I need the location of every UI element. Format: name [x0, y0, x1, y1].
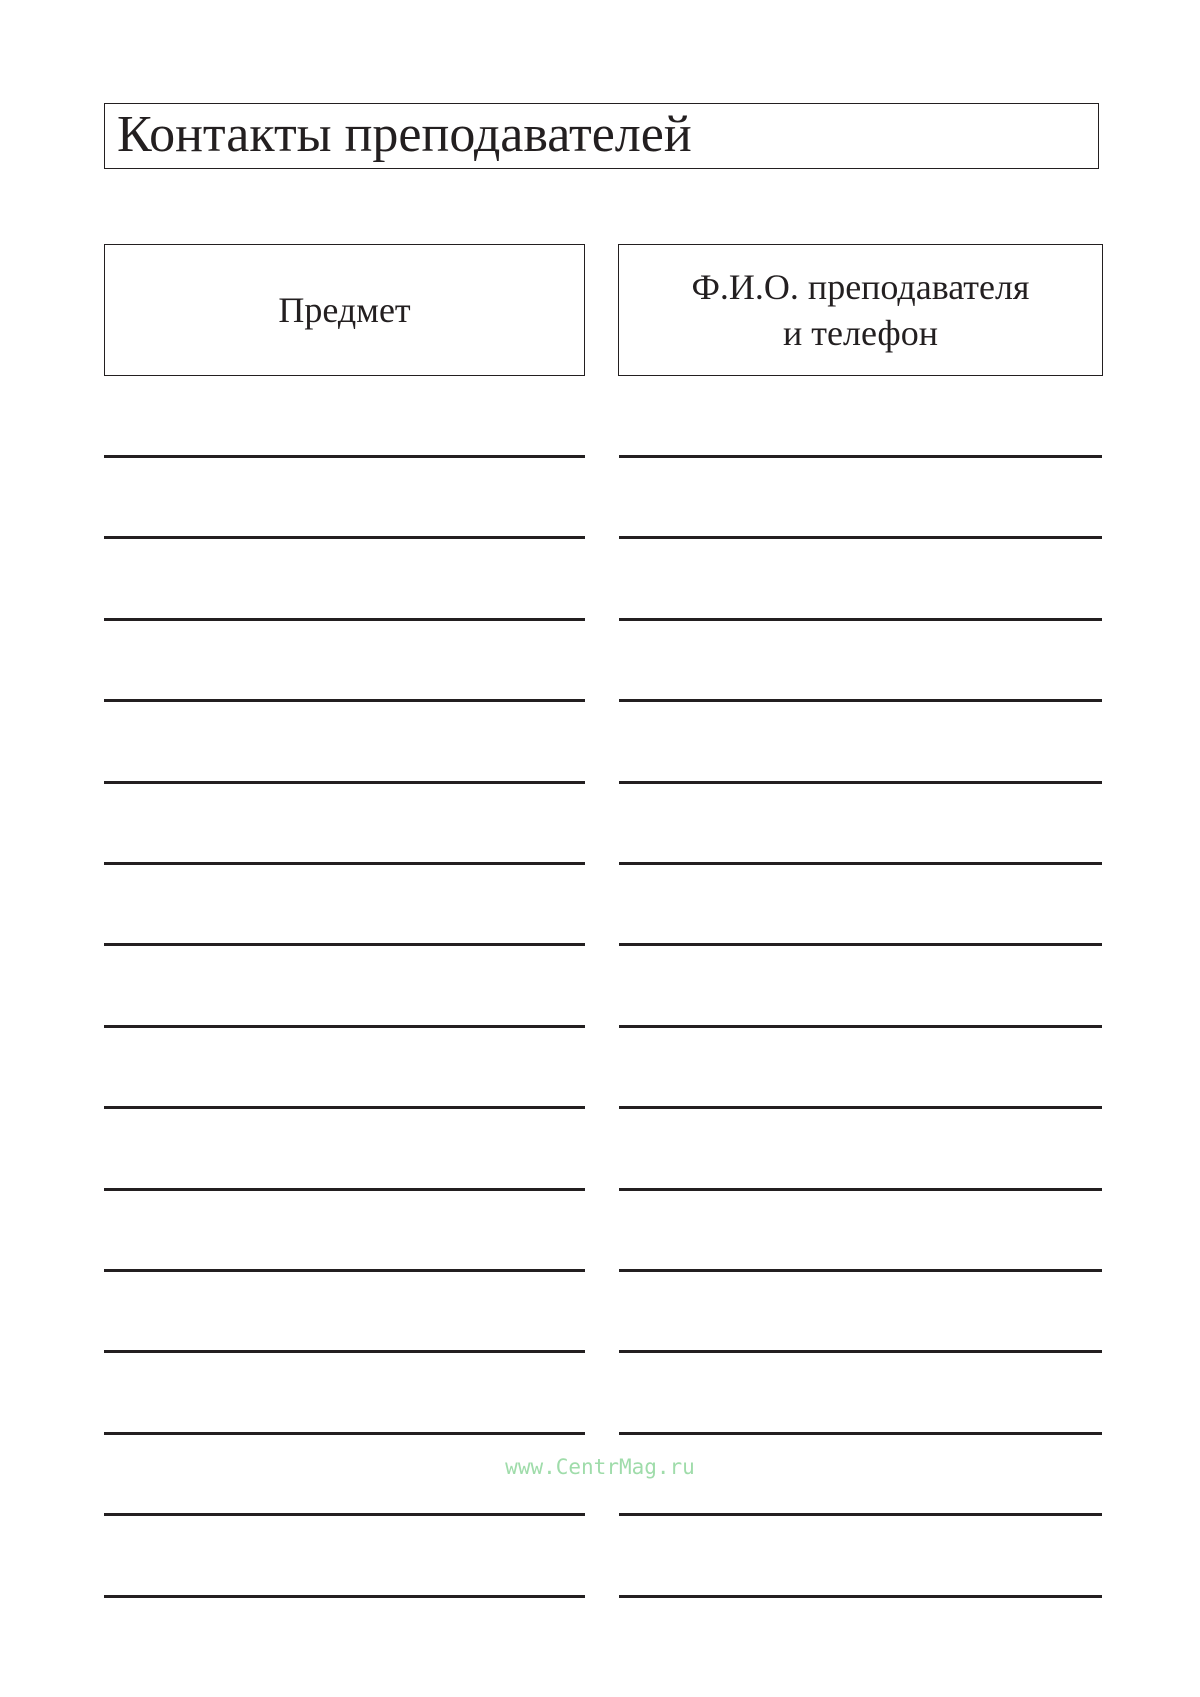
- subject-write-line: [104, 618, 585, 621]
- subject-write-line: [104, 1595, 585, 1598]
- subject-write-line: [104, 1188, 585, 1191]
- subject-write-line: [104, 862, 585, 865]
- subject-write-line: [104, 1513, 585, 1516]
- teacher-write-line: [619, 781, 1102, 784]
- teacher-write-line: [619, 1350, 1102, 1353]
- title-box: [104, 103, 1099, 169]
- teacher-write-line: [619, 1269, 1102, 1272]
- subject-write-line: [104, 1025, 585, 1028]
- teacher-header-line1: Ф.И.О. преподавателя: [691, 267, 1030, 307]
- teacher-header-line2: и телефон: [783, 313, 938, 353]
- subject-write-line: [104, 1269, 585, 1272]
- subject-write-line: [104, 1106, 585, 1109]
- teacher-write-line: [619, 1513, 1102, 1516]
- teacher-write-line: [619, 1106, 1102, 1109]
- teacher-write-line: [619, 699, 1102, 702]
- subject-write-line: [104, 781, 585, 784]
- teacher-write-line: [619, 1025, 1102, 1028]
- subject-write-line: [104, 699, 585, 702]
- subject-write-line: [104, 455, 585, 458]
- teacher-write-line: [619, 1188, 1102, 1191]
- subject-column-header: [104, 244, 585, 376]
- subject-write-line: [104, 943, 585, 946]
- subject-write-line: [104, 536, 585, 539]
- teacher-write-line: [619, 618, 1102, 621]
- teacher-write-line: [619, 943, 1102, 946]
- teacher-write-line: [619, 1595, 1102, 1598]
- subject-header-label: Предмет: [278, 290, 411, 330]
- subject-write-line: [104, 1432, 585, 1435]
- teacher-write-line: [619, 862, 1102, 865]
- teacher-write-line: [619, 455, 1102, 458]
- teacher-write-line: [619, 1432, 1102, 1435]
- teacher-column-header: [618, 244, 1103, 376]
- page-title: Контакты преподавателей: [117, 106, 692, 163]
- teacher-write-line: [619, 536, 1102, 539]
- subject-write-line: [104, 1350, 585, 1353]
- watermark: www.CentrMag.ru: [505, 1455, 695, 1479]
